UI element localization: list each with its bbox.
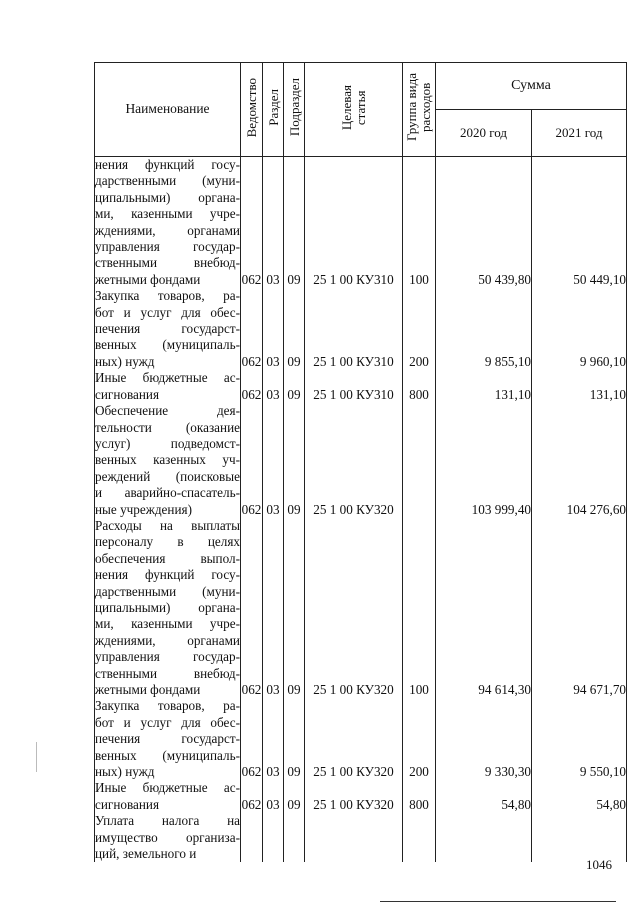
name-line: ждениями, органами [95,632,240,648]
name-cell [95,813,241,862]
name-line: бот и услуг для обес- [95,304,240,320]
dept-cell: 062 [241,698,263,780]
target-cell: 25 1 00 КУ310 [305,157,403,289]
name-cell [95,370,241,403]
group-cell [403,813,436,862]
value-2020-cell: 94 614,30 [436,518,532,698]
section-cell: 03 [263,780,284,813]
name-line: ственными внебюд- [95,255,240,271]
name-cell [95,698,241,780]
section-cell: 03 [263,370,284,403]
subsection-cell: 09 [284,370,305,403]
target-cell: 25 1 00 КУ310 [305,288,403,370]
value-2020-cell: 9 330,30 [436,698,532,780]
table-row [95,403,627,518]
header-group: Группа вида расходов [403,63,436,157]
value-2020-cell: 103 999,40 [436,403,532,518]
header-dept: Ведомство [241,63,263,157]
name-line: тельности (оказание [95,419,240,435]
section-cell: 03 [263,288,284,370]
target-cell: 25 1 00 КУ310 [305,370,403,403]
value-2020-cell: 54,80 [436,780,532,813]
group-cell: 100 [403,157,436,289]
value-2021-cell [532,813,627,862]
name-line: Уплата налога на [95,813,240,829]
section-cell: 03 [263,518,284,698]
dept-cell: 062 [241,370,263,403]
value-2021-cell: 94 671,70 [532,518,627,698]
name-line: ные учреждения) [95,501,192,517]
name-cell [95,157,241,289]
table-row [95,813,627,862]
name-line: дарственными (муни- [95,173,240,189]
name-line: ций, земельного и [95,846,197,862]
name-line: жетными фондами [95,271,201,287]
table-header [95,63,627,157]
name-line: ных) нужд [95,764,155,780]
section-cell: 03 [263,157,284,289]
table-row [95,288,627,370]
group-cell [403,403,436,518]
name-line: ципальными) органа- [95,189,240,205]
subsection-cell: 09 [284,780,305,813]
group-cell: 200 [403,288,436,370]
group-cell: 200 [403,698,436,780]
name-line: Закупка товаров, ра- [95,288,240,304]
header-name: Наименование [95,63,241,157]
subsection-cell: 09 [284,288,305,370]
name-line: ципальными) органа- [95,599,240,615]
name-line: Расходы на выплаты [95,517,240,533]
group-cell: 800 [403,780,436,813]
dept-cell: 062 [241,780,263,813]
dept-cell: 062 [241,288,263,370]
name-line: ных) нужд [95,353,155,369]
dept-cell: 062 [241,403,263,518]
dept-cell: 062 [241,157,263,289]
name-line: Закупка товаров, ра- [95,698,240,714]
header-year-2020: 2020 год [436,110,532,157]
name-line: бот и услуг для обес- [95,714,240,730]
subsection-cell [284,813,305,862]
subsection-cell: 09 [284,157,305,289]
header-target: Целевая статья [305,63,403,157]
name-line: ственными внебюд- [95,665,240,681]
name-line: жетными фондами [95,682,201,697]
header-sum: Сумма [436,63,627,110]
name-line: венных (муниципаль- [95,337,240,353]
value-2020-cell [436,813,532,862]
name-line: персоналу в целях [95,534,240,550]
budget-table [94,62,627,862]
subsection-cell: 09 [284,518,305,698]
target-cell: 25 1 00 КУ320 [305,780,403,813]
value-2021-cell: 9 960,10 [532,288,627,370]
name-line: печения государст- [95,731,240,747]
value-2021-cell: 54,80 [532,780,627,813]
name-line: нения функций госу- [95,567,240,583]
target-cell: 25 1 00 КУ320 [305,518,403,698]
table-row [95,157,627,289]
header-year-2021: 2021 год [532,110,627,157]
name-line: услуг) подведомст- [95,435,240,451]
table-row [95,370,627,403]
name-line: венных (муниципаль- [95,747,240,763]
group-cell: 800 [403,370,436,403]
target-cell: 25 1 00 КУ320 [305,403,403,518]
value-2020-cell: 50 439,80 [436,157,532,289]
value-2021-cell: 104 276,60 [532,403,627,518]
name-line: дарственными (муни- [95,583,240,599]
name-line: венных казенных уч- [95,452,240,468]
dept-cell [241,813,263,862]
subsection-cell: 09 [284,698,305,780]
footer-rule [380,901,616,902]
value-2021-cell: 9 550,10 [532,698,627,780]
name-cell [95,288,241,370]
group-cell: 100 [403,518,436,698]
name-line: Иные бюджетные ас- [95,780,240,796]
name-line: нения функций госу- [95,157,240,172]
value-2020-cell: 9 855,10 [436,288,532,370]
table-body [95,157,627,863]
name-line: ждениями, органами [95,222,240,238]
value-2021-cell: 50 449,10 [532,157,627,289]
name-line: сигнования [95,386,160,402]
name-line: управления государ- [95,649,240,665]
subsection-cell: 09 [284,403,305,518]
target-cell [305,813,403,862]
name-line: имущество организа- [95,829,240,845]
name-line: управления государ- [95,239,240,255]
name-cell [95,518,241,698]
name-line: ми, казенными учре- [95,616,240,632]
target-cell: 25 1 00 КУ320 [305,698,403,780]
page-number: 1046 [586,857,612,872]
name-cell [95,403,241,518]
scan-mark [36,742,37,772]
header-subsection: Подраздел [284,63,305,157]
name-line: Обеспечение дея- [95,403,240,419]
value-2021-cell: 131,10 [532,370,627,403]
table-row [95,698,627,780]
name-cell [95,780,241,813]
name-line: печения государст- [95,321,240,337]
name-line: и аварийно-спасатель- [95,485,240,501]
header-section: Раздел [263,63,284,157]
table-row [95,780,627,813]
section-cell: 03 [263,698,284,780]
name-line: сигнования [95,796,160,812]
name-line: реждений (поисковые [95,468,240,484]
table-row [95,518,627,698]
section-cell [263,813,284,862]
dept-cell: 062 [241,518,263,698]
name-line: обеспечения выпол- [95,550,240,566]
name-line: Иные бюджетные ас- [95,370,240,386]
section-cell: 03 [263,403,284,518]
value-2020-cell: 131,10 [436,370,532,403]
name-line: ми, казенными учре- [95,206,240,222]
